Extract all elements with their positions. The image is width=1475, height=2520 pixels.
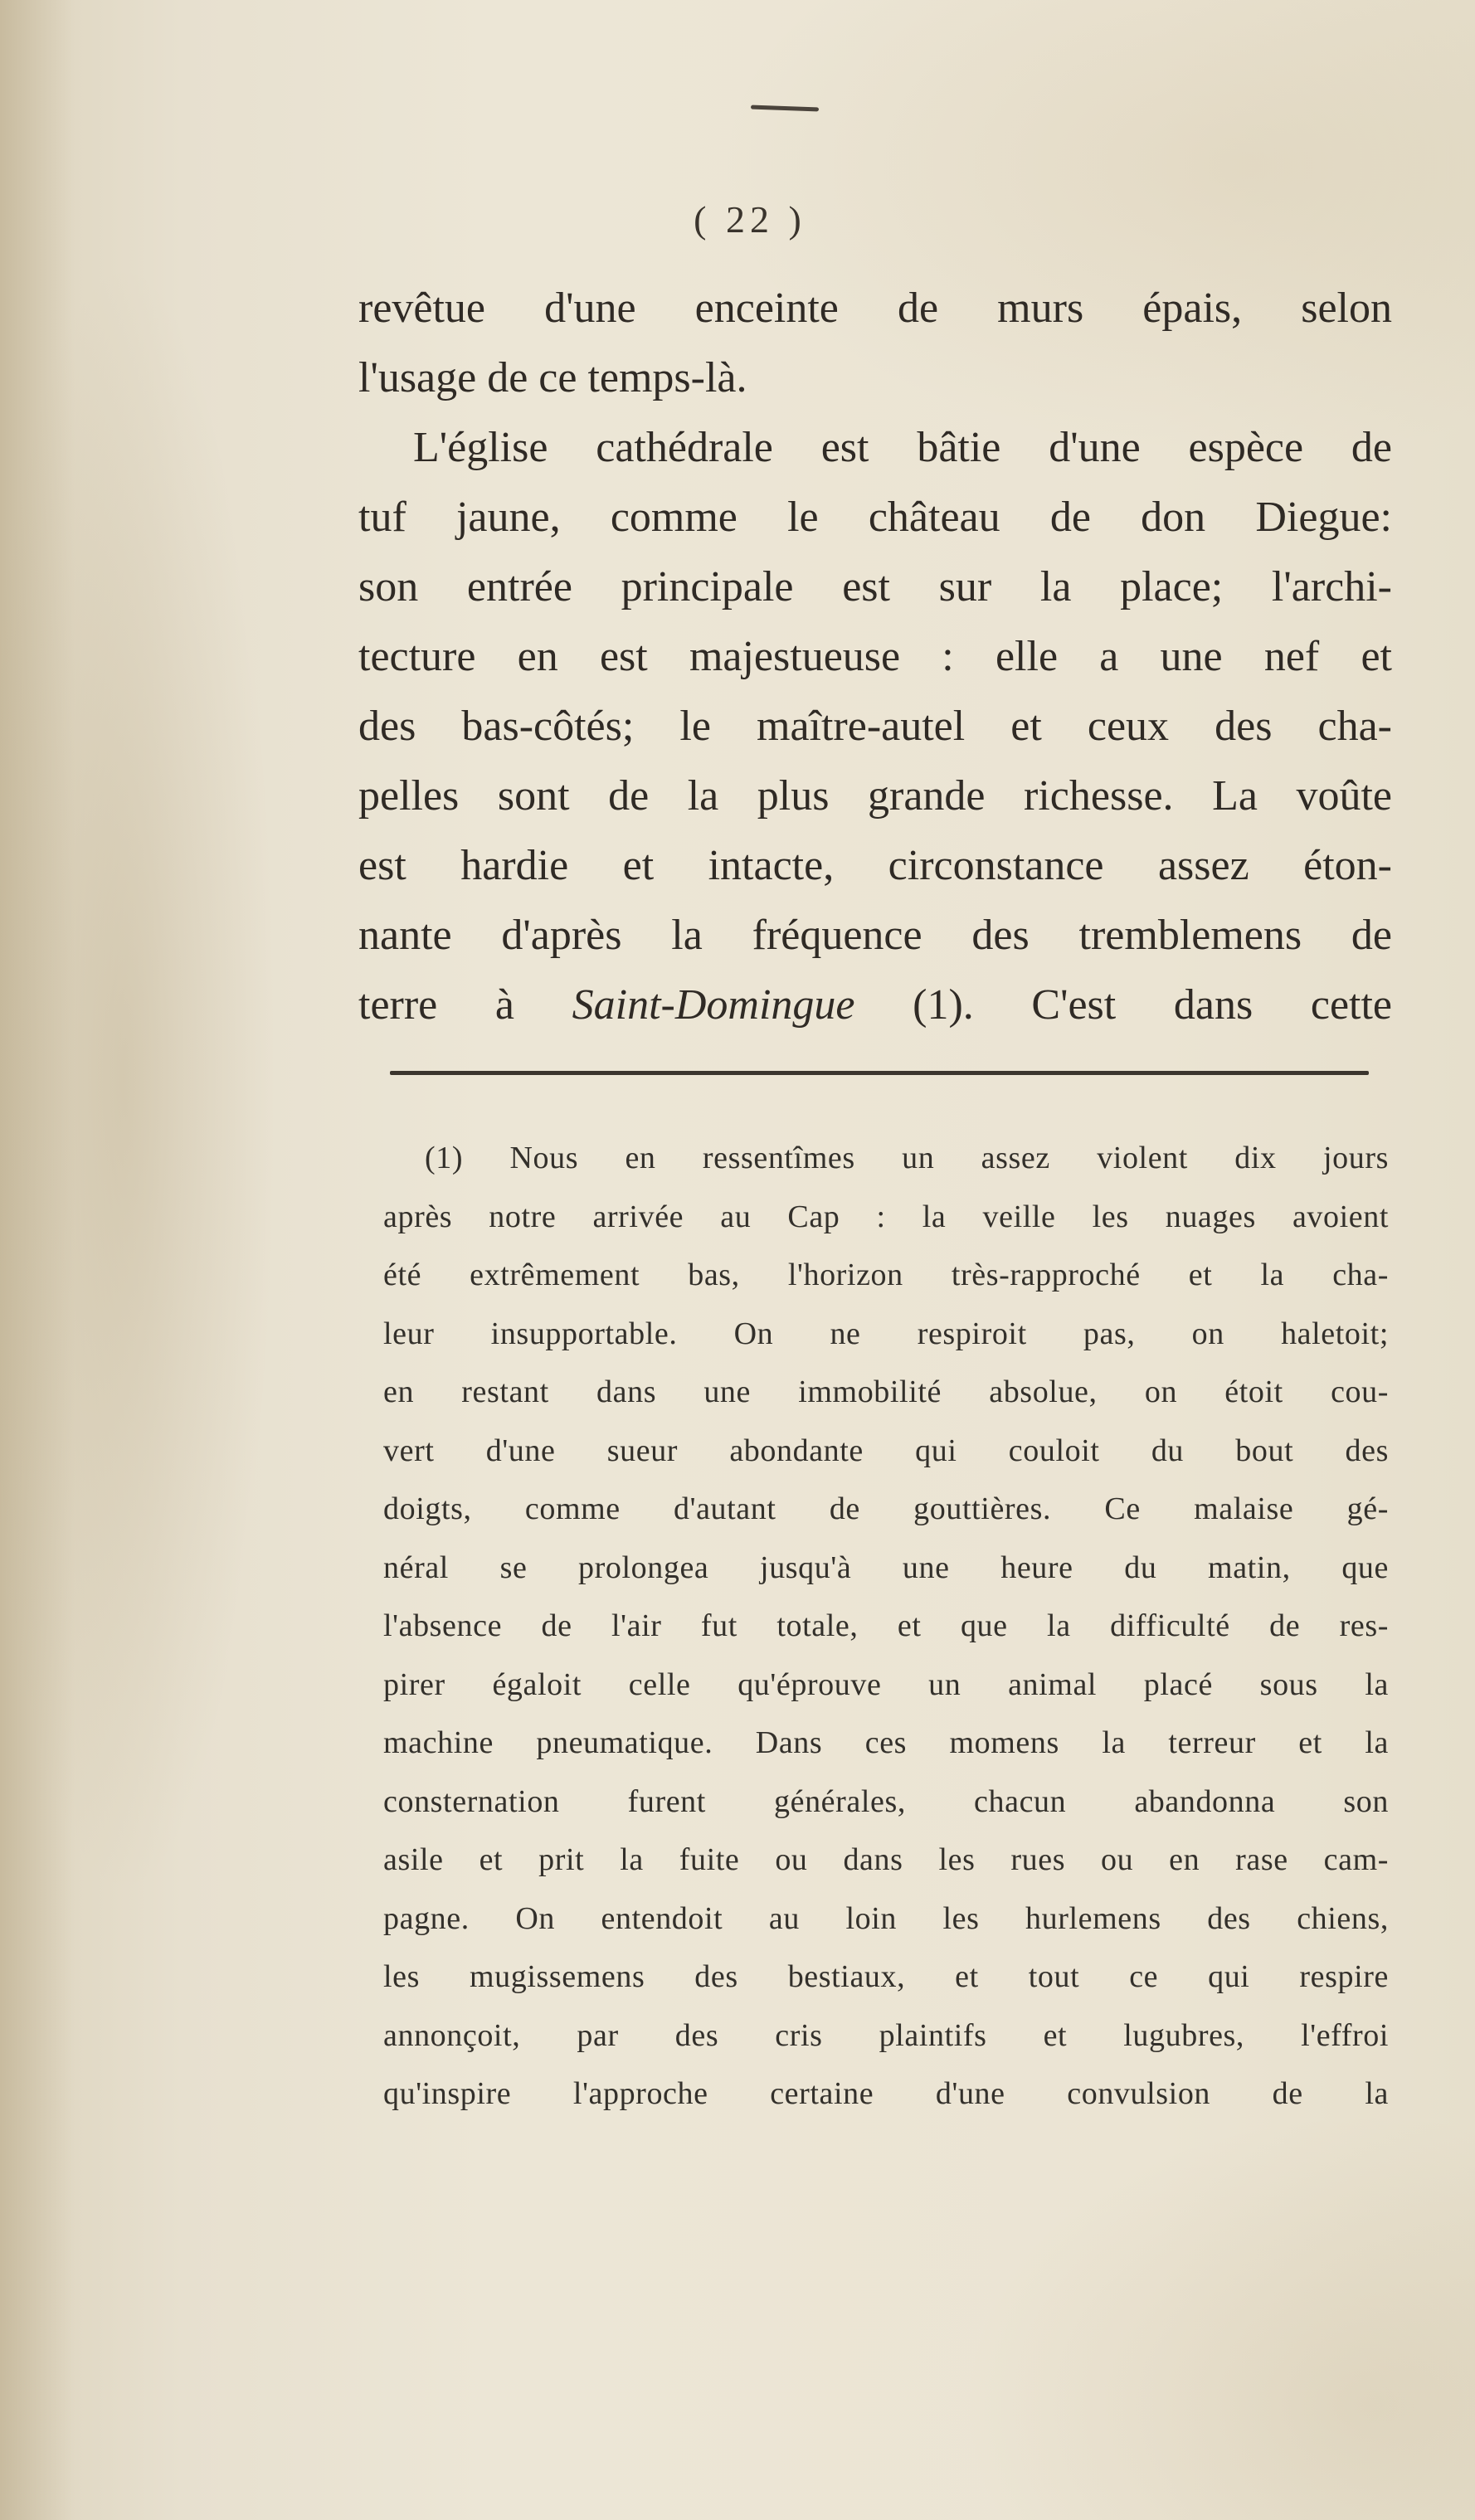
main-text-line: pelles sont de la plus grande richesse. La voûte — [358, 772, 1392, 820]
main-text-line: son entrée principale est sur la place; l'archi- — [358, 563, 1392, 611]
footnote-separator-rule — [390, 1071, 1369, 1075]
footnote-block — [383, 1129, 1389, 2124]
footnote-line: qu'inspire l'approche certaine d'une convulsion de la — [383, 2076, 1389, 2111]
page-number: ( 22 ) — [694, 198, 806, 241]
footnote-line: l'absence de l'air fut totale, et que la difficulté de res- — [383, 1608, 1389, 1643]
last-line-before: terre à — [358, 981, 572, 1029]
main-text-line: nante d'après la fréquence des tremblemens de — [358, 912, 1392, 959]
footnote-line: vert d'une sueur abondante qui couloit du bout des — [383, 1433, 1389, 1468]
last-line-after: (1). C'est dans cette — [854, 981, 1392, 1029]
footnote-line: (1) Nous en ressentîmes un assez violent dix jours — [425, 1141, 1389, 1175]
footnote-line: après notre arrivée au Cap : la veille les nuages avoient — [383, 1199, 1389, 1234]
top-dash-mark — [751, 105, 819, 112]
footnote-line: été extrêmement bas, l'horizon très-rapproché et la cha- — [383, 1258, 1389, 1292]
main-text-line: revêtue d'une enceinte de murs épais, selon — [358, 285, 1392, 332]
footnote-line: pirer égaloit celle qu'éprouve un animal placé sous la — [383, 1666, 1389, 1702]
footnote-line: néral se prolongea jusqu'à une heure du matin, que — [383, 1549, 1389, 1585]
footnote-line: consternation furent générales, chacun abandonna son — [383, 1783, 1389, 1819]
footnote-line: annonçoit, par des cris plaintifs et lugubres, l'effroi — [383, 2017, 1389, 2053]
main-text-block — [358, 274, 1392, 1040]
footnote-line: doigts, comme d'autant de gouttières. Ce malaise gé- — [383, 1491, 1389, 1526]
main-text-line: des bas-côtés; le maître-autel et ceux des cha- — [358, 703, 1392, 750]
footnote-line: asile et prit la fuite ou dans les rues ou en rase cam- — [383, 1842, 1389, 1877]
main-text-line: L'église cathédrale est bâtie d'une espèce de — [413, 424, 1392, 471]
italic-place-name: Saint-Domingue — [572, 981, 855, 1029]
footnote-line: machine pneumatique. Dans ces momens la terreur et la — [383, 1725, 1389, 1760]
main-text-line: tecture en est majestueuse : elle a une nef et — [358, 633, 1392, 680]
footnote-line: en restant dans une immobilité absolue, on étoit cou- — [383, 1374, 1389, 1409]
main-text-line: l'usage de ce temps-là. — [358, 354, 747, 401]
main-text-last-line — [358, 971, 1392, 1040]
footnote-line: leur insupportable. On ne respiroit pas, on haletoit; — [383, 1316, 1389, 1351]
footnote-line: pagne. On entendoit au loin les hurlemens des chiens, — [383, 1900, 1389, 1936]
footnote-line: les mugissemens des bestiaux, et tout ce qui respire — [383, 1959, 1389, 1994]
main-text-line: tuf jaune, comme le château de don Diegue: — [358, 494, 1392, 541]
main-text-line: est hardie et intacte, circonstance assez éton- — [358, 842, 1392, 889]
